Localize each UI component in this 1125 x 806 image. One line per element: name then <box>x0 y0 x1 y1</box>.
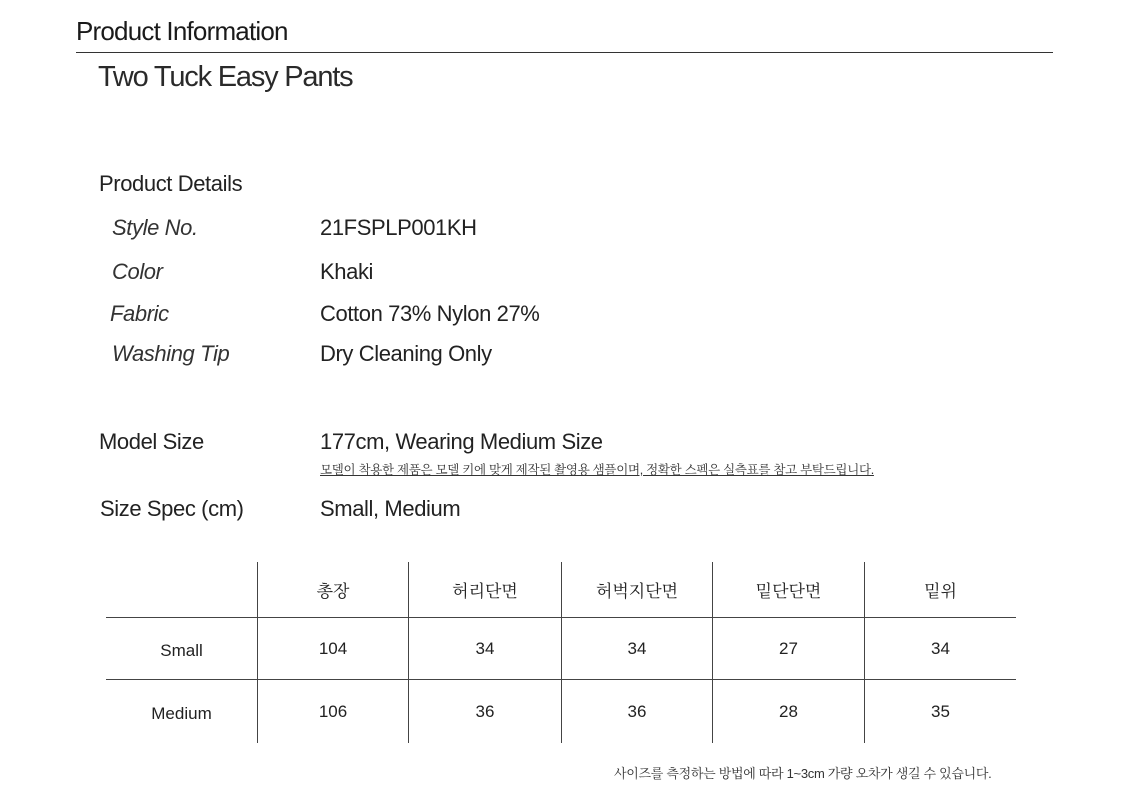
table-cell: 36 <box>475 702 495 721</box>
size-table <box>106 562 1016 743</box>
section-title: Product Information <box>76 16 288 46</box>
style-no-value: 21FSPLP001KH <box>320 215 477 240</box>
title-divider <box>76 52 1053 53</box>
table-header-cell: 허벅지단면 <box>595 582 679 601</box>
size-spec-label: Size Spec (cm) <box>100 496 244 521</box>
table-cell: 27 <box>779 639 798 658</box>
table-cell: 106 <box>318 702 348 721</box>
table-cell: 36 <box>627 702 647 721</box>
model-size-note: 모델이 착용한 제품은 모델 키에 맞게 제작된 촬영용 샘플이며, 정확한 스펙은 실측표를 참고 부탁드립니다. <box>320 463 874 477</box>
table-cell: 28 <box>779 702 798 721</box>
table-cell: 35 <box>931 702 950 721</box>
fabric-label: Fabric <box>110 301 169 326</box>
washing-tip-label: Washing Tip <box>112 341 230 366</box>
table-row-label-small: Small <box>160 641 203 660</box>
product-details-heading: Product Details <box>99 171 243 196</box>
color-value: Khaki <box>320 259 374 284</box>
table-header-cell: 밑단단면 <box>755 582 822 601</box>
measurement-footnote: 사이즈를 측정하는 방법에 따라 1~3cm 가량 오차가 생길 수 있습니다. <box>614 766 992 781</box>
style-no-label: Style No. <box>112 215 198 240</box>
table-cell: 34 <box>931 639 950 658</box>
table-header-cell: 총장 <box>316 582 350 601</box>
model-size-label: Model Size <box>99 429 204 454</box>
size-spec-value: Small, Medium <box>320 496 461 521</box>
color-label: Color <box>112 259 163 284</box>
fabric-value: Cotton 73% Nylon 27% <box>320 301 540 326</box>
table-row-label-medium: Medium <box>151 704 212 723</box>
table-cell: 34 <box>475 639 495 658</box>
table-cell: 104 <box>318 639 348 658</box>
product-name: Two Tuck Easy Pants <box>98 61 353 93</box>
model-size-value: 177cm, Wearing Medium Size <box>320 429 603 454</box>
washing-tip-value: Dry Cleaning Only <box>320 341 492 366</box>
table-cell: 34 <box>627 639 647 658</box>
table-header-cell: 허리단면 <box>452 582 518 601</box>
table-header-cell: 밑위 <box>924 582 957 601</box>
